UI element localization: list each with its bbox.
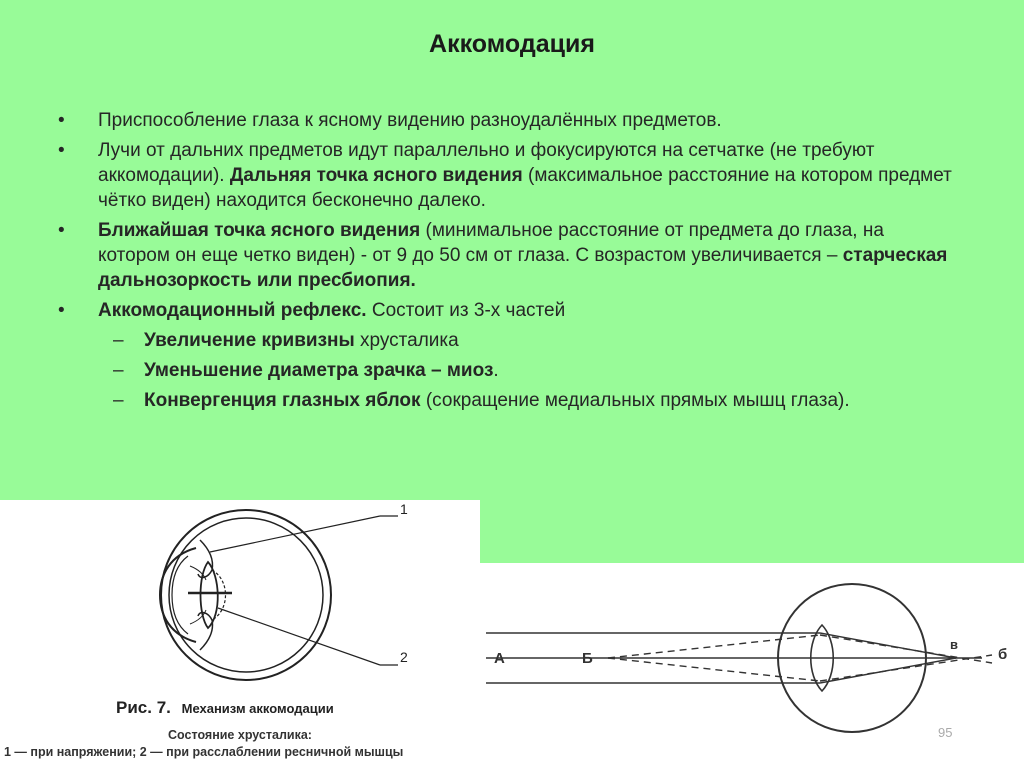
bullet-item (58, 298, 958, 323)
bullet-marker: • (58, 110, 65, 131)
text-segment: Приспособление глаза к ясному видению разноудалённых предметов. (98, 110, 722, 131)
text-segment: (максимальное расстояние на котором предмет чётко виден) находится бесконечно далеко. (98, 165, 952, 211)
bold-text-segment: Уменьшение диаметра зрачка – миоз (144, 360, 494, 381)
bullet-marker: • (58, 300, 65, 321)
page-number: 95 (938, 725, 953, 740)
bullet-text (98, 140, 952, 211)
text-segment: (минимальное расстояние от предмета до глаза, на котором он еще четко виден) - от 9 до 50 см от глаза. С возрастом увеличивается – (98, 220, 884, 266)
bullet-item (58, 138, 958, 213)
label-v: в (950, 637, 958, 652)
bullet-item (58, 108, 958, 133)
sub-bullet-item (58, 328, 958, 353)
bold-text-segment: Ближайшая точка ясного видения (98, 220, 421, 241)
bullet-marker: • (58, 140, 65, 161)
leader-line-1 (210, 516, 380, 552)
sub-bullet-text (144, 360, 499, 381)
slide-title: Аккомодация (429, 30, 595, 58)
focused-ray-bottom (820, 658, 956, 683)
text-segment: (сокращение медиальных прямых мышц глаза). (420, 390, 850, 411)
bullet-marker: • (58, 220, 65, 241)
figure-subcaption-line1: Состояние хрусталика: (168, 728, 312, 742)
dash-marker: – (113, 360, 124, 381)
text-segment: Состоит из 3-х частей (366, 300, 566, 321)
lens-relaxed (212, 570, 226, 620)
bullet-text (98, 110, 722, 131)
label-B: Б (582, 650, 593, 667)
figure-label-2: 2 (400, 649, 408, 665)
text-segment: . (493, 360, 499, 381)
dash-marker: – (113, 330, 124, 351)
bold-text-segment: Конвергенция глазных яблок (144, 390, 421, 411)
diverging-ray-bottom (608, 658, 820, 681)
bold-text-segment: Аккомодационный рефлекс. (98, 300, 367, 321)
eyeball-outer (161, 510, 331, 680)
diverging-ray-top (608, 635, 820, 658)
bold-text-segment: Увеличение кривизны (144, 330, 355, 351)
leader-line-2 (218, 608, 380, 665)
cornea (160, 548, 196, 642)
sub-bullet-item (58, 388, 958, 413)
figure-label-1: 1 (400, 501, 408, 517)
text-segment: хрусталика (354, 330, 459, 351)
eyeball-inner (169, 518, 323, 672)
dash-marker: – (113, 390, 124, 411)
bold-text-segment: Дальняя точка ясного видения (229, 165, 523, 186)
bold-text-segment: старческая дальнозоркость или пресбиопия. (98, 245, 948, 291)
figure-caption-number: Рис. 7. (116, 698, 171, 717)
figure-caption-title: Механизм аккомодации (181, 701, 334, 716)
accommodation-figure (0, 500, 480, 767)
label-b: б (998, 646, 1008, 663)
figure-caption (116, 698, 334, 718)
label-A: А (494, 650, 505, 667)
text-segment: Лучи от дальних предметов идут параллельно и фокусируются на сетчатке (не требуют аккомодации). (98, 140, 875, 186)
bullet-text (98, 300, 565, 321)
figure-subcaption-line2: 1 — при напряжении; 2 — при расслаблении ресничной мышцы (4, 745, 404, 759)
bullet-text (98, 220, 947, 291)
focused-ray-top (820, 633, 956, 658)
bullet-list (58, 108, 958, 418)
near-focus-ray-bottom (820, 655, 992, 681)
eye-cross-section-diagram (0, 500, 480, 700)
bullet-item (58, 218, 958, 293)
sub-bullet-text (144, 330, 459, 351)
sub-bullet-item (58, 358, 958, 383)
sub-bullet-text (144, 390, 850, 411)
